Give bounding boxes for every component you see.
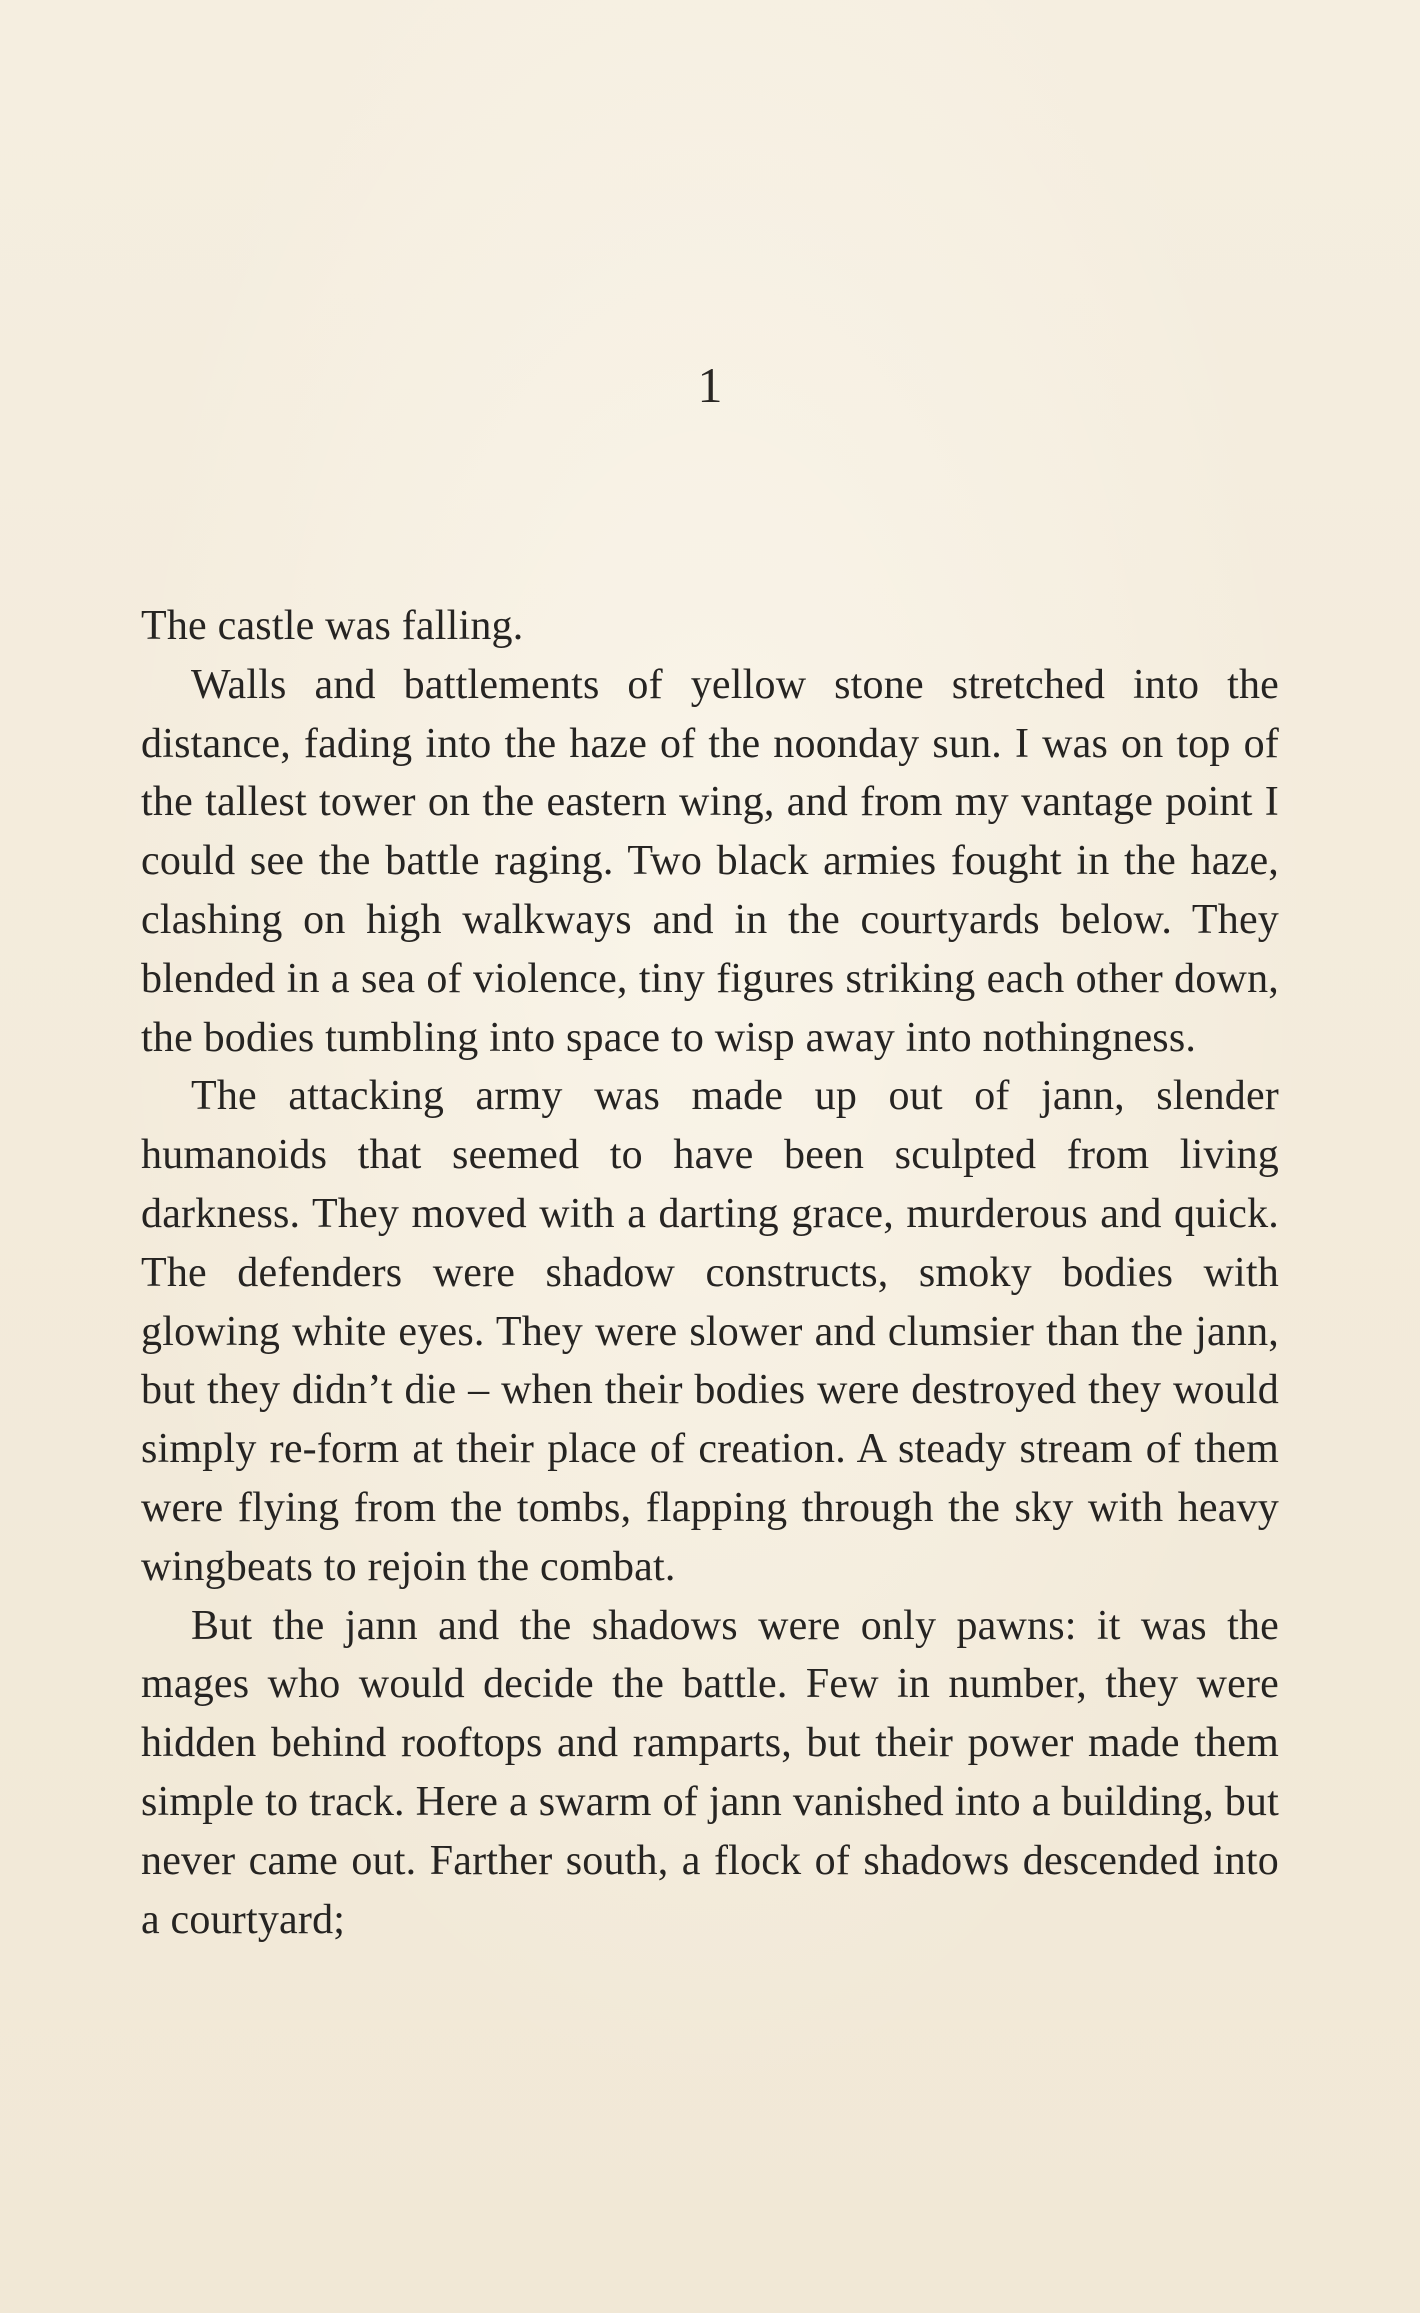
paragraph: Walls and battlements of yellow stone stretched into the distance, fading into the haze of the noonday sun. I was on top of the tallest tower on the eastern wing, and from my vantage point I could see the battle raging. Two black armies fought in the haze, clashing on high walkways and in the courtyards below. They blended in a sea of violence, tiny figures striking each other down, the bodies tumbling into space to wisp away into nothingness.: [141, 661, 1279, 1061]
paragraph: But the jann and the shadows were only pawns: it was the mages who would decide the battle. Few in number, they were hidden behind rooftops and ramparts, but their power made them simple to track. Here a swarm of jann vanished into a building, but never came out. Farther south, a flock of shadows descended into a courtyard;: [141, 1602, 1279, 1943]
paragraph-opening-line: The castle was falling.: [141, 603, 524, 649]
chapter-number: 1: [697, 357, 723, 413]
body-text: [141, 597, 1279, 1949]
paragraph: The attacking army was made up out of jann, slender humanoids that seemed to have been sculpted from living darkness. They moved with a darting grace, murderous and quick. The defenders were shadow constructs, smoky bodies with glowing white eyes. They were slower and clumsier than the jann, but they didn’t die – when their bodies were destroyed they would simply re-form at their place of creation. A steady stream of them were flying from the tombs, flapping through the sky with heavy wingbeats to rejoin the combat.: [141, 1073, 1279, 1590]
